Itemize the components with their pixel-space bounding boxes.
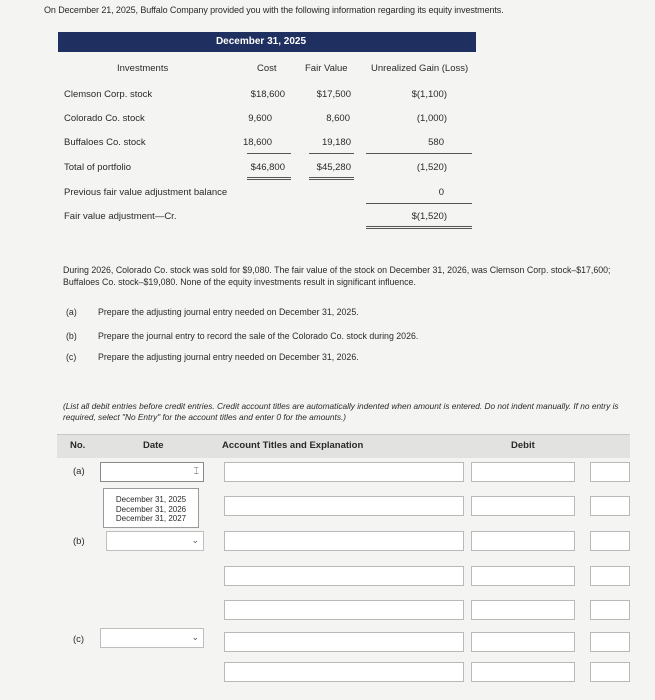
account-input-5[interactable]	[224, 600, 464, 620]
gain-clemson: $(1,100)	[411, 89, 447, 100]
credit-input-5[interactable]	[590, 600, 630, 620]
col-header-fair-value: Fair Value	[305, 63, 348, 74]
chevron-down-icon: ⌄	[191, 535, 199, 545]
chevron-down-icon: ⌄	[191, 632, 199, 642]
date-option-2027[interactable]: December 31, 2027	[115, 514, 187, 523]
scenario-paragraph: During 2026, Colorado Co. stock was sold for $9,080. The fair value of the stock on December 31, 2026, was Clemson Corp. stock–$17,600; Buffaloes Co. stock–$19,080. None of the equity investments result in significant influence.	[63, 265, 611, 287]
row-label-total: Total of portfolio	[64, 162, 132, 173]
debit-input-3[interactable]	[471, 531, 575, 551]
col-header-gain: Unrealized Gain (Loss)	[371, 63, 469, 74]
date-option-2026[interactable]: December 31, 2026	[115, 504, 187, 514]
row-label-fair-value-adjustment: Fair value adjustment—Cr.	[64, 211, 177, 222]
account-input-7[interactable]	[224, 662, 464, 682]
gain-previous-adjustment: 0	[438, 187, 444, 198]
debit-input-1[interactable]	[471, 462, 575, 482]
task-text-a: Prepare the adjusting journal entry needed on December 31, 2025.	[98, 307, 359, 317]
credit-input-7[interactable]	[590, 662, 630, 682]
table-header-title: December 31, 2025	[215, 36, 307, 47]
cost-buffaloes: 18,600	[242, 137, 272, 148]
header-no: No.	[70, 440, 86, 451]
fv-underline	[309, 153, 354, 154]
gain-underline	[366, 153, 472, 154]
debit-input-6[interactable]	[471, 632, 575, 652]
intro-text: On December 21, 2025, Buffalo Company provided you with the following information regarding its equity investments.	[44, 5, 504, 15]
col-header-investments: Investments	[117, 63, 169, 74]
date-select-a[interactable]	[100, 462, 204, 482]
fv-total: $45,280	[316, 162, 351, 173]
debit-input-5[interactable]	[471, 600, 575, 620]
gain-double-underline	[366, 226, 472, 229]
credit-input-2[interactable]	[590, 496, 630, 516]
gain-fair-value-adjustment: $(1,520)	[411, 211, 447, 222]
instructions: (List all debit entries before credit entries. Credit account titles are automatically indented when amount is entered. Do not indent manually. If no entry is required, select "No Entry" for the account titles and enter 0 for the amounts.)	[63, 401, 619, 422]
account-input-3[interactable]	[224, 531, 464, 551]
task-letter-b: (b)	[66, 331, 77, 341]
col-header-cost: Cost	[257, 63, 277, 74]
fv-double-underline	[309, 177, 354, 180]
header-account: Account Titles and Explanation	[222, 440, 364, 451]
row-label-buffaloes: Buffaloes Co. stock	[64, 137, 146, 148]
date-select-c[interactable]	[100, 628, 204, 648]
task-letter-c: (c)	[66, 352, 77, 362]
credit-input-6[interactable]	[590, 632, 630, 652]
row-label-clemson: Clemson Corp. stock	[64, 89, 153, 100]
entry-label-b: (b)	[73, 536, 85, 547]
date-select-b[interactable]	[106, 531, 204, 551]
account-input-4[interactable]	[224, 566, 464, 586]
debit-input-7[interactable]	[471, 662, 575, 682]
cost-clemson: $18,600	[250, 89, 285, 100]
gain-buffaloes: 580	[428, 137, 444, 148]
gain-colorado: (1,000)	[416, 113, 447, 124]
header-date: Date	[143, 440, 164, 451]
cost-colorado: 9,600	[248, 113, 272, 124]
cost-underline	[247, 153, 291, 154]
fv-buffaloes: 19,180	[321, 137, 351, 148]
cost-total: $46,800	[250, 162, 285, 173]
fv-colorado: 8,600	[326, 113, 350, 124]
entry-label-a: (a)	[73, 466, 85, 477]
account-input-6[interactable]	[224, 632, 464, 652]
task-letter-a: (a)	[66, 307, 77, 317]
credit-input-4[interactable]	[590, 566, 630, 586]
adjustment-underline	[366, 203, 472, 204]
date-option-2025[interactable]: December 31, 2025	[115, 495, 187, 504]
gain-total: (1,520)	[416, 162, 447, 173]
date-dropdown-list[interactable]	[103, 488, 199, 528]
fv-clemson: $17,500	[316, 89, 351, 100]
row-label-colorado: Colorado Co. stock	[64, 113, 145, 124]
table-header	[58, 32, 476, 52]
entry-label-c: (c)	[73, 634, 85, 645]
credit-input-3[interactable]	[590, 531, 630, 551]
debit-input-4[interactable]	[471, 566, 575, 586]
task-text-c: Prepare the adjusting journal entry needed on December 31, 2026.	[98, 352, 359, 362]
account-input-1[interactable]	[224, 462, 464, 482]
header-debit: Debit	[511, 440, 535, 451]
credit-input-1[interactable]	[590, 462, 630, 482]
debit-input-2[interactable]	[471, 496, 575, 516]
cursor-icon: ⌶	[193, 466, 199, 476]
account-input-2[interactable]	[224, 496, 464, 516]
cost-double-underline	[247, 177, 291, 180]
row-label-previous-adjustment: Previous fair value adjustment balance	[64, 187, 228, 198]
task-text-b: Prepare the journal entry to record the sale of the Colorado Co. stock during 2026.	[98, 331, 419, 341]
